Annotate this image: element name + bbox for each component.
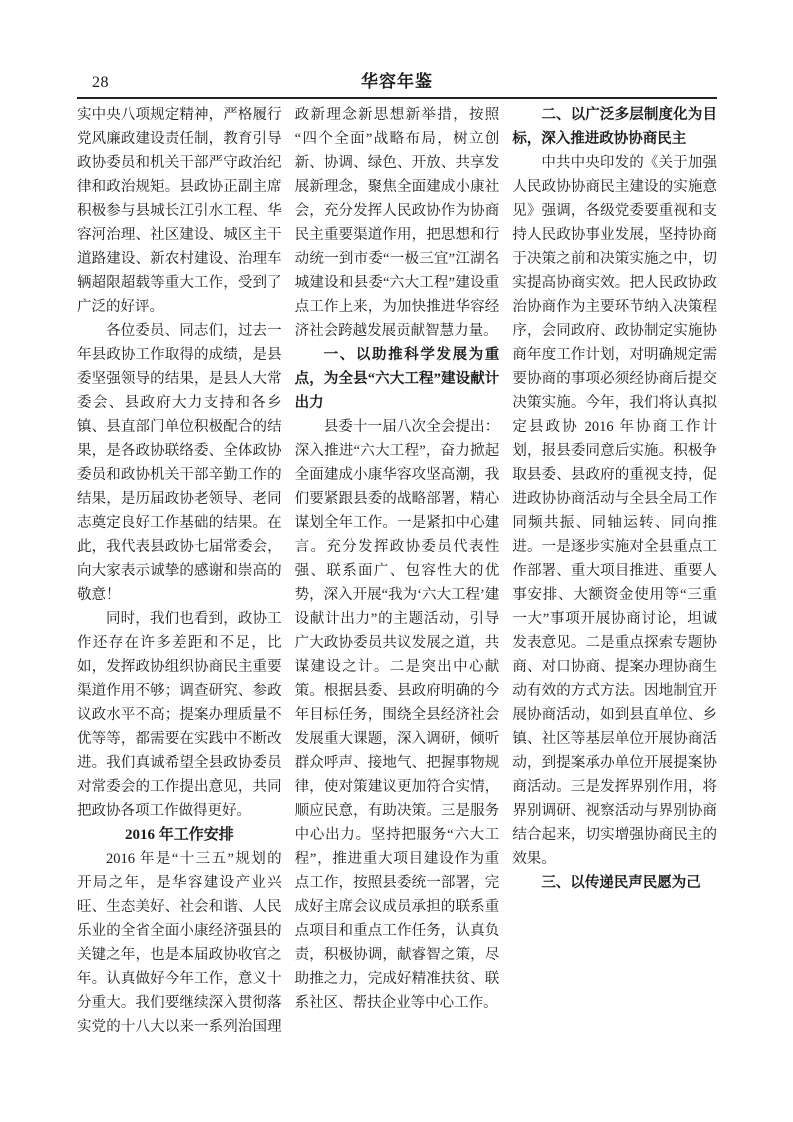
paragraph: 县委十一届八次全会提出：深入推进“六大工程”，奋力掀起全面建成小康华容攻坚高潮，我们要紧跟县委的战略部署，精心谋划全年工作。一是紧扣中心建言。充分发挥政协委员代表性强、联系面广、包容性大的优势，深入开展“我为‘六大工程’建设献计出力”的主题活动，引导广大政协委员共议发展之道，共谋建设之计。二是突出中心献策。根据县委、县政府明确的今年目标任务，围绕全县经济社会发展重大课题，深入调研，倾听群众呼声、接地气、把握事物规律，使对策建议更加符合实情，顺应民意，有助决策。三是服务中心出力。坚持把服务“六大工程”，推进重大项目建设作为重点工作，按照县委统一部署，完成好主席会议成员承担的联系重点项目和重点工作任务，认真负责，积极协调，献睿智之策，尽助推之力，完成好精准扶贫、联系社区、帮扶企业等中心工作。 <box>294 419 500 1011</box>
section-heading-2016-work-plan: 2016 年工作安排 <box>124 827 234 843</box>
sub-heading-3: 三、以传递民声民愿为己 <box>541 875 701 891</box>
paragraph-continued: 实中央八项规定精神，严格履行党风廉政建设责任制，教育引导政协委员和机关干部严守政治纪律和政治规矩。县政协正副主席积极参与县城长江引水工程、华容河治理、社区建设、城区主干道路建设、新农村建设、治理车辆超限超载等重大工作，受到了广泛的好评。 <box>77 107 282 315</box>
paragraph: 同时，我们也看到，政协工作还存在许多差距和不足，比如，发挥政协组织协商民主重要渠道作用不够；调查研究、参政议政水平不高；提案办理质量不优等等，都需要在实践中不断改进。我们真诚希望全县政协委员对常委会的工作提出意见，共同把政协各项工作做得更好。 <box>77 611 282 819</box>
sub-heading-2: 二、以广泛多层制度化为目标，深入推进政协协商民主 <box>512 107 717 147</box>
page-number: 28 <box>92 74 109 91</box>
paragraph: 2016 年是“十三五”规划的开局之年，是华容建设产业兴旺、生态美好、社会和谐、人民乐业的全省全面小康经济强县的关键之年，也是本届政协收官之年。认真做好今年工作，意义十分重大。我们要继续深入贯彻落实党的十八大以来一系列治国理政新理念新思想新举措，按照“四个全面”战略布局，树立创新、协调、绿色、开放、共享发展新理念，聚焦全面建成小康社会，充分发挥人民政协作为协商民主重要渠道作用，把思想和行动统一到市委“一极三宜”江湖名城建设和县委“六大工程”建设重点工作上来，为加快推进华容经济社会跨越发展贡献智慧力量。 <box>77 107 500 1035</box>
sub-heading-1: 一、以助推科学发展为重点，为全县“六大工程”建设献计出力 <box>294 347 500 411</box>
running-head <box>77 64 717 99</box>
book-title: 华容年鉴 <box>361 72 433 91</box>
article-body <box>77 103 717 1041</box>
paragraph: 各位委员、同志们，过去一年县政协工作取得的成绩，是县委坚强领导的结果，是县人大常委会、县政府大力支持和各乡镇、县直部门单位积极配合的结果，是各政协联络委、全体政协委员和政协机关干部辛勤工作的结果，是历届政协老领导、老同志奠定良好工作基础的结果。在此，我代表县政协七届常委会，向大家表示诚挚的感谢和崇高的敬意！ <box>77 323 282 603</box>
paragraph: 中共中央印发的《关于加强人民政协协商民主建设的实施意见》强调，各级党委要重视和支持人民政协事业发展，坚持协商于决策之前和决策实施之中，切实提高协商实效。把人民政协政治协商作为主要环节纳入决策程序，会同政府、政协制定实施协商年度工作计划，对明确规定需要协商的事项必须经协商后提交决策实施。今年，我们将认真拟定县政协 2016 年协商工作计划，报县委同意后实施。积极争取县委、县政府的重视支持，促进政协协商活动与全县全局工作同频共振、同轴运转、同向推进。一是逐步实施对全县重点工作部署、重大项目推进、重要人事安排、大额资金使用等“三重一大”事项开展协商讨论，坦诚发表意见。二是重点探索专题协商、对口协商、提案办理协商生动有效的方式方法。因地制宜开展协商活动，如到县直单位、乡镇、社区等基层单位开展协商活动，到提案承办单位开展提案协商活动。三是发挥界别作用，将界别调研、视察活动与界别协商结合起来，切实增强协商民主的效果。 <box>512 155 717 867</box>
